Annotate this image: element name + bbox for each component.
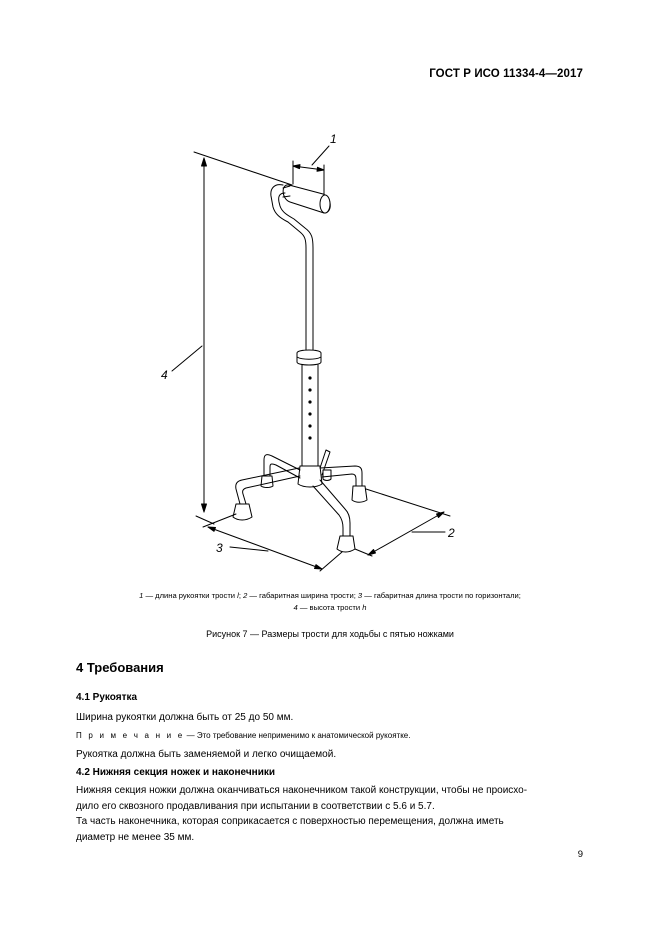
dim-length-arrow-l [208, 527, 216, 531]
cane-handle-grip [283, 185, 330, 213]
note-label: П р и м е ч а н и е [76, 731, 185, 740]
subsection-4-2-heading: 4.2 Нижняя секция ножек и наконечники [76, 767, 275, 778]
para-1-line-1: Нижняя секция ножки должна оканчиваться наконечником такой конструкции, чтобы не происхо- [76, 785, 528, 796]
subsection-4-1-text: Ширина рукоятки должна быть от 25 до 50 мм. [76, 712, 294, 723]
cane-neck-outer [271, 185, 306, 352]
callout-2: 2 [448, 526, 455, 540]
para-2-line-2: диаметр не менее 35 мм. [76, 832, 195, 843]
callout-3: 3 [216, 541, 223, 555]
legend-num-4: 4 [293, 603, 298, 612]
leg-front-right [313, 480, 350, 536]
legend-num-2: 2 [243, 591, 248, 600]
subsection-4-1-text-2: Рукоятка должна быть заменяемой и легко очищаемой. [76, 749, 337, 760]
note-text: — Это требование неприменимо к анатомической рукоятке. [184, 731, 411, 740]
para-2-line-1: Та часть наконечника, которая соприкасается с поверхностью перемещения, должна иметь [76, 816, 504, 827]
cane-collar [297, 350, 321, 365]
legend-num-1: 1 [139, 591, 144, 600]
callout-1-leader [312, 146, 329, 165]
callout-1: 1 [330, 132, 337, 146]
legend-text-2: — габаритная ширина трости; [247, 591, 358, 600]
legend-symbol-l: l [237, 591, 239, 600]
foot-front-right [337, 536, 355, 552]
cane-adjust-holes [308, 376, 311, 439]
dim-handle-arrow-l [293, 165, 300, 169]
cane-base [298, 466, 322, 487]
foot-right [352, 486, 367, 502]
legend-text-1: — длина рукоятки трости [143, 591, 238, 600]
callout-3-leader [230, 547, 268, 551]
dim-height-arrow-top [202, 158, 207, 166]
dim-height-ext-bottom [196, 516, 214, 524]
cane-neck-inner [279, 193, 313, 352]
dim-width-line [368, 512, 444, 555]
note [76, 731, 410, 740]
legend-text-3: — габаритная длина трости по горизонтали; [362, 591, 521, 600]
foot-back-right [323, 470, 331, 481]
dim-length-ext-right [320, 552, 342, 571]
dim-width-ext-top [366, 489, 450, 516]
dim-handle-arrow-r [317, 167, 324, 171]
subsection-4-2-para-2 [76, 814, 588, 846]
cane-lower-tube [302, 365, 318, 468]
page-number: 9 [577, 849, 583, 860]
figure-legend-line-1 [60, 591, 600, 600]
dim-height-ext-top [194, 152, 292, 185]
foot-back-left [261, 476, 273, 488]
legend-symbol-h: h [362, 603, 367, 612]
dim-width-arrow-b [368, 550, 376, 556]
document-header: ГОСТ Р ИСО 11334-4—2017 [429, 68, 583, 80]
legend-num-3: 3 [357, 591, 363, 600]
foot-front-left [233, 504, 252, 520]
subsection-4-1-heading: 4.1 Рукоятка [76, 692, 138, 703]
figure-caption: Рисунок 7 — Размеры трости для ходьбы с пятью ножками [206, 629, 454, 639]
section-title: 4 Требования [76, 660, 164, 675]
legend-text-1b: ; [238, 591, 244, 600]
subsection-4-2-para-1 [76, 783, 588, 815]
dim-length-ext-left [203, 514, 236, 527]
legend-text-4: — высота трости [297, 603, 363, 612]
para-1-line-2: дило его сквозного продавливания при испытании в соответствии с 5.6 и 5.7. [76, 801, 435, 812]
figure-legend-line-2 [60, 603, 600, 612]
callout-4-leader [172, 346, 202, 371]
dim-length-arrow-r [315, 565, 323, 569]
callout-4: 4 [161, 368, 168, 382]
dim-length-line [208, 527, 322, 569]
dim-width-arrow-t [437, 512, 445, 518]
dim-height-arrow-bottom [202, 504, 207, 512]
